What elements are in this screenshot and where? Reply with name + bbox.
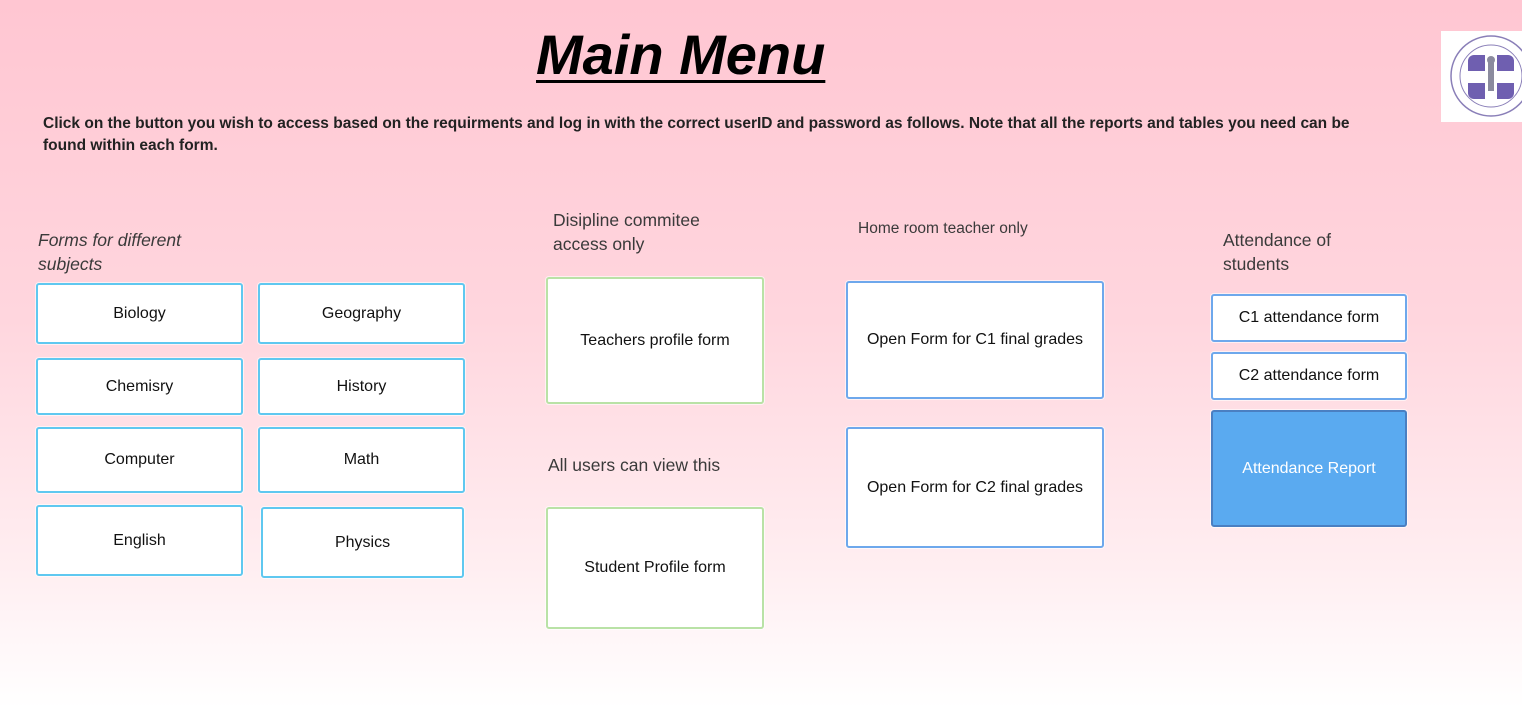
attendance-report-button[interactable]: Attendance Report xyxy=(1211,410,1407,527)
homeroom-section-label: Home room teacher only xyxy=(858,220,1028,237)
attendance-section-label: Attendance of students xyxy=(1223,230,1331,274)
c2-final-grades-button[interactable]: Open Form for C2 final grades xyxy=(846,427,1104,548)
c1-final-grades-button[interactable]: Open Form for C1 final grades xyxy=(846,281,1104,399)
math-button[interactable]: Math xyxy=(258,427,465,493)
physics-button[interactable]: Physics xyxy=(261,507,464,578)
subjects-section-label: Forms for different subjects xyxy=(38,230,181,274)
computer-button[interactable]: Computer xyxy=(36,427,243,493)
geography-button[interactable]: Geography xyxy=(258,283,465,344)
school-logo xyxy=(1441,31,1522,122)
biology-button[interactable]: Biology xyxy=(36,283,243,344)
c1-attendance-button[interactable]: C1 attendance form xyxy=(1211,294,1407,342)
page-title: Main Menu xyxy=(536,23,826,86)
all-users-section-label: All users can view this xyxy=(548,455,721,475)
teachers-profile-button[interactable]: Teachers profile form xyxy=(546,277,764,404)
discipline-section-label: Disipline commitee access only xyxy=(553,210,700,254)
history-button[interactable]: History xyxy=(258,358,465,415)
instructions-text: Click on the button you wish to access based on the requirments and log in with the correct userID and password as follows. Note that all the reports and tables you need can be found within each form. xyxy=(43,115,1350,154)
chemistry-button[interactable]: Chemisry xyxy=(36,358,243,415)
c2-attendance-button[interactable]: C2 attendance form xyxy=(1211,352,1407,400)
english-button[interactable]: English xyxy=(36,505,243,576)
school-crest-icon xyxy=(1441,31,1522,122)
student-profile-button[interactable]: Student Profile form xyxy=(546,507,764,629)
